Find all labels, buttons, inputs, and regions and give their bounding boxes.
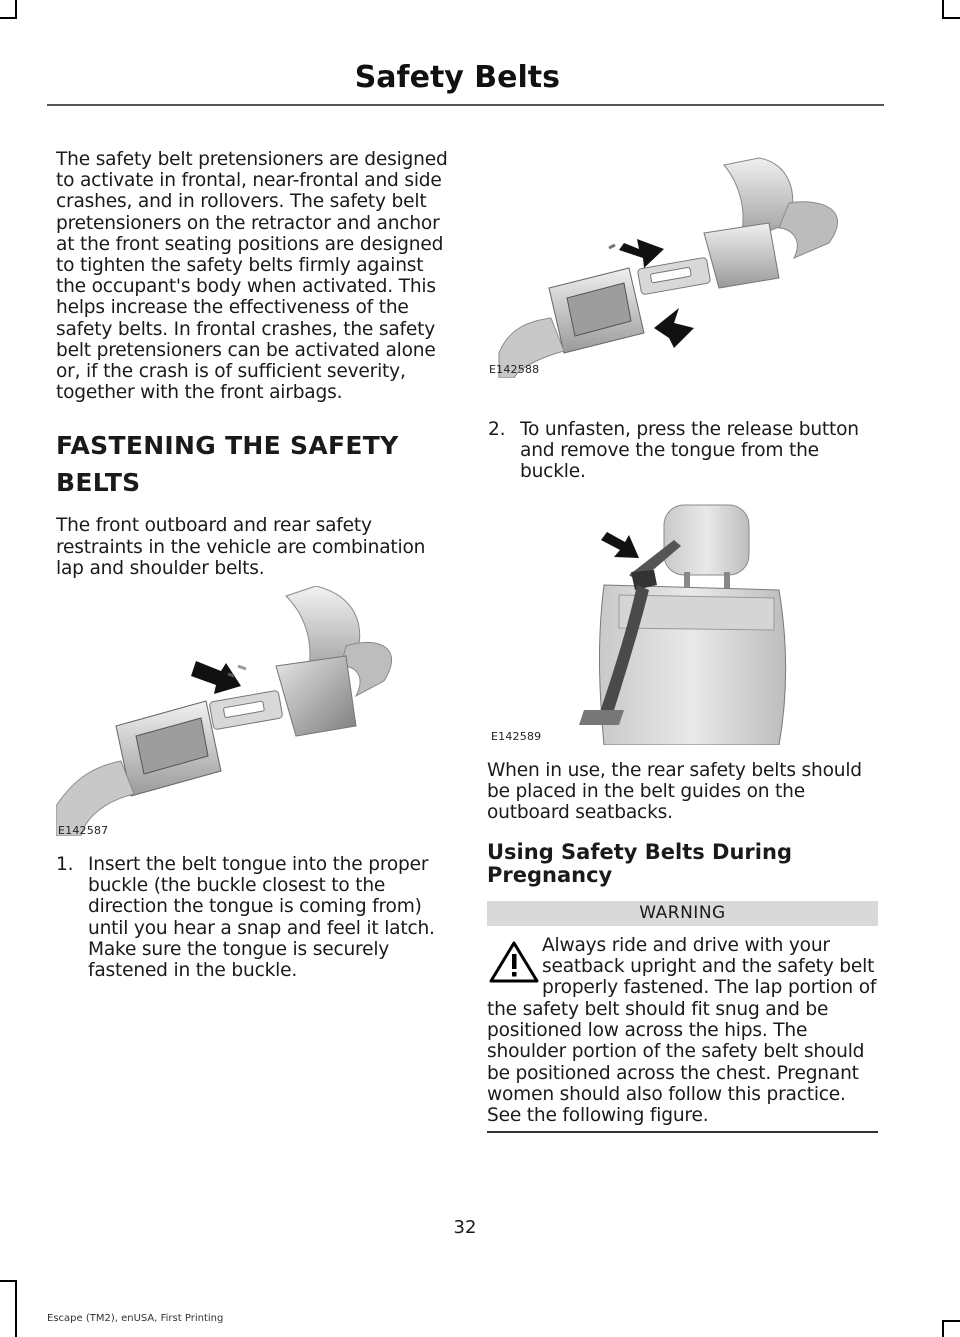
section-heading-line-2: BELTS	[56, 468, 141, 498]
figure-unfastening	[489, 153, 879, 378]
page-title: Safety Belts	[354, 60, 560, 95]
step-number: 1.	[56, 854, 74, 875]
subsection-heading: Using Safety Belts During Pregnancy	[487, 839, 792, 887]
page-number: 32	[453, 1217, 477, 1238]
figure-fastening	[56, 586, 446, 836]
crop-mark	[942, 1320, 944, 1337]
crop-mark	[0, 17, 17, 19]
warning-bottom-rule	[487, 1131, 878, 1133]
header-divider	[47, 104, 884, 106]
warning-banner: WARNING	[487, 901, 878, 926]
section-heading	[56, 427, 449, 501]
seatback-belt-guide-illustration	[489, 500, 789, 745]
footer-text: Escape (TM2), enUSA, First Printing	[47, 1313, 224, 1324]
step-text: To unfasten, press the release button and remove the tongue from the buckle.	[520, 419, 859, 483]
figure-id: E142587	[58, 824, 109, 837]
warning-triangle-icon	[489, 940, 539, 984]
left-column	[56, 149, 449, 579]
figure-id: E142588	[489, 363, 540, 376]
figure-id: E142589	[491, 730, 542, 743]
step-2	[488, 419, 881, 489]
warning-text-lead: Always ride and drive with your seatback upright and the safety belt properly fastened. The lap portion of	[542, 935, 877, 999]
crop-mark	[942, 17, 960, 19]
section-heading-line-1: FASTENING THE SAFETY	[56, 431, 399, 461]
crop-mark	[15, 0, 17, 18]
crop-mark	[942, 1320, 960, 1322]
crop-mark	[15, 1280, 17, 1337]
step-1	[56, 854, 449, 984]
figure-seat-belt-guide	[489, 500, 789, 745]
step-text: Insert the belt tongue into the proper buckle (the buckle closest to the direction the tongue is coming from) until you hear a snap and feel it latch. Make sure the tongue is securely fastened in the buckle.	[88, 854, 435, 982]
crop-mark	[942, 0, 944, 18]
step-number: 2.	[488, 419, 506, 440]
belt-buckle-illustration	[56, 586, 446, 836]
intro-paragraph: The safety belt pretensioners are designed to activate in frontal, near-frontal and side crashes, and in rollovers. The safety belt pretensioners on the retractor and anchor at the front seating positions are designed to tighten the safety belts firmly against the occupant's body when activated. This helps increase the effectiveness of the safety belts. In frontal crashes, the safety belt pretensioners can be activated alone or, if the crash is of sufficient severity, together with the front airbags.	[56, 149, 448, 404]
belt-release-illustration	[489, 153, 879, 378]
warning-text-rest: the safety belt should fit snug and be positioned low across the hips. The shoulder portion of the safety belt should be positioned across the chest. Pregnant women should also follow this practice. See the following figure.	[487, 999, 865, 1127]
belt-type-paragraph: The front outboard and rear safety restraints in the vehicle are combination lap and shoulder belts.	[56, 515, 426, 579]
crop-mark	[0, 1280, 17, 1282]
rear-belts-paragraph: When in use, the rear safety belts should be placed in the belt guides on the outboard seatbacks.	[487, 760, 862, 824]
right-column-text	[487, 760, 880, 887]
